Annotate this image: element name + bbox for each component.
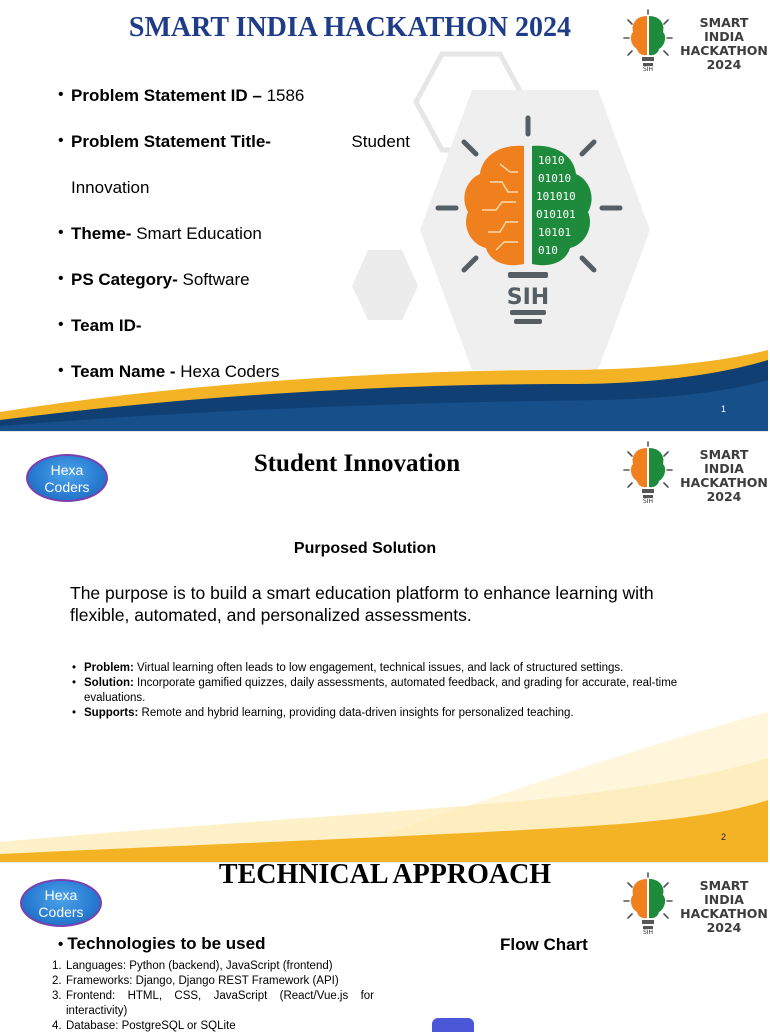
logo-line-3: 2024 [706,489,742,504]
slide-3 [0,859,768,1032]
binary-line: 01010 [538,172,572,185]
binary-line: 010101 [536,208,576,221]
item-number: 2. [52,975,62,987]
logo-text [678,16,770,72]
svg-text:SIH: SIH [642,498,654,505]
item-text: Frameworks: Django, Django REST Framework (API) [66,975,339,987]
slide-title: SMART INDIA HACKATHON 2024 [128,12,572,43]
flow-chart-node [432,1018,474,1032]
item-label: Team Name - [71,362,181,381]
logo-text [678,448,770,504]
page-number: 2 [720,832,726,842]
logo-line-2: HACKATHON [680,906,768,921]
sih-logo [620,8,768,72]
item-label: PS Category- [71,270,183,289]
item-label: Problem Statement Title- [71,132,271,151]
logo-line-3: 2024 [706,920,742,935]
list-item [72,661,732,676]
list-item [52,989,374,1019]
item-value: Software [182,270,250,289]
item-label: Theme- [71,224,137,243]
badge-line-2: Coders [38,904,84,920]
binary-line: 1010 [538,154,565,167]
flow-chart-heading: Flow Chart [500,935,588,954]
footer-wave [0,692,768,863]
list-item [52,1019,374,1034]
purpose-paragraph: The purpose is to build a smart education platform to enhance learning with flexible, automated, and personalized assessments. [70,583,654,625]
item-text: Languages: Python (backend), JavaScript (frontend) [66,960,333,972]
svg-text:SIH: SIH [642,66,654,73]
logo-line-2: HACKATHON [680,43,768,58]
binary-line: 101010 [536,190,576,203]
svg-text:SIH: SIH [642,929,654,936]
tech-heading: • Technologies to be used [58,934,266,953]
bulb-label: SIH [506,285,550,310]
brain-bulb-icon [620,8,676,72]
logo-line-1: SMART INDIA [699,878,749,907]
item-label: Problem Statement ID – [71,86,267,105]
binary-line: 010 [538,244,558,257]
item-value: Smart Education [136,224,262,243]
team-badge [26,454,108,502]
point-text: Remote and hybrid learning, providing data-driven insights for personalized teaching. [138,707,574,719]
logo-line-2: HACKATHON [680,475,768,490]
badge-line-2: Coders [44,479,90,495]
slide-title: TECHNICAL APPROACH [218,859,552,890]
list-item [52,959,374,974]
tech-heading-text: Technologies to be used [67,934,266,953]
badge-line-1: Hexa [50,462,84,478]
item-value: 1586 [266,86,305,105]
technologies-list [52,959,374,1034]
brain-bulb-icon [620,440,676,504]
logo-line-1: SMART INDIA [699,447,749,476]
logo-line-3: 2024 [706,57,742,72]
footer-wave [0,330,768,431]
item-number: 4. [52,1020,62,1032]
slide-title: Student Innovation [253,450,461,477]
point-text: Virtual learning often leads to low engagement, technical issues, and lack of structured settings. [133,662,624,674]
point-label: Solution: [84,677,134,689]
list-item [52,974,374,989]
sih-logo [620,871,768,935]
slide-1: SMART INDIA HACKATHON 2024 SIH SMART INDIA HACKATHON 2024 • Problem Statement ID – 1586 • Problem Statement Title- Student Innovation • Theme- Smart Education • PS Category- Software • Team ID- • Team Name - Hexa Coders 1010 01010 101010 010101 10101 010 SIH 1 [0,0,768,431]
item-text: Frontend: HTML, CSS, JavaScript (React/Vue.js for interactivity) [66,990,374,1017]
team-badge [20,879,102,927]
item-value: Innovation [71,178,150,197]
item-value: Student [351,132,410,151]
section-subtitle: Purposed Solution [293,540,437,557]
item-value: Hexa Coders [180,362,280,381]
item-label: Team ID- [71,316,142,335]
item-text: Database: PostgreSQL or SQLite [66,1020,236,1032]
page-number: 1 [720,404,726,414]
sih-logo [620,440,768,504]
badge-line-1: Hexa [44,887,78,903]
item-number: 3. [52,990,62,1002]
point-text: Incorporate gamified quizzes, daily assessments, automated feedback, and grading for accurate, real-time evaluations. [84,677,678,704]
point-label: Problem: [84,662,134,674]
point-label: Supports: [84,707,139,719]
brain-lightbulb-icon [430,112,630,334]
slide-2 [0,431,768,863]
binary-line: 10101 [538,226,572,239]
logo-text [678,879,770,935]
logo-line-1: SMART INDIA [699,15,749,44]
brain-bulb-icon [620,871,676,935]
item-number: 1. [52,960,62,972]
